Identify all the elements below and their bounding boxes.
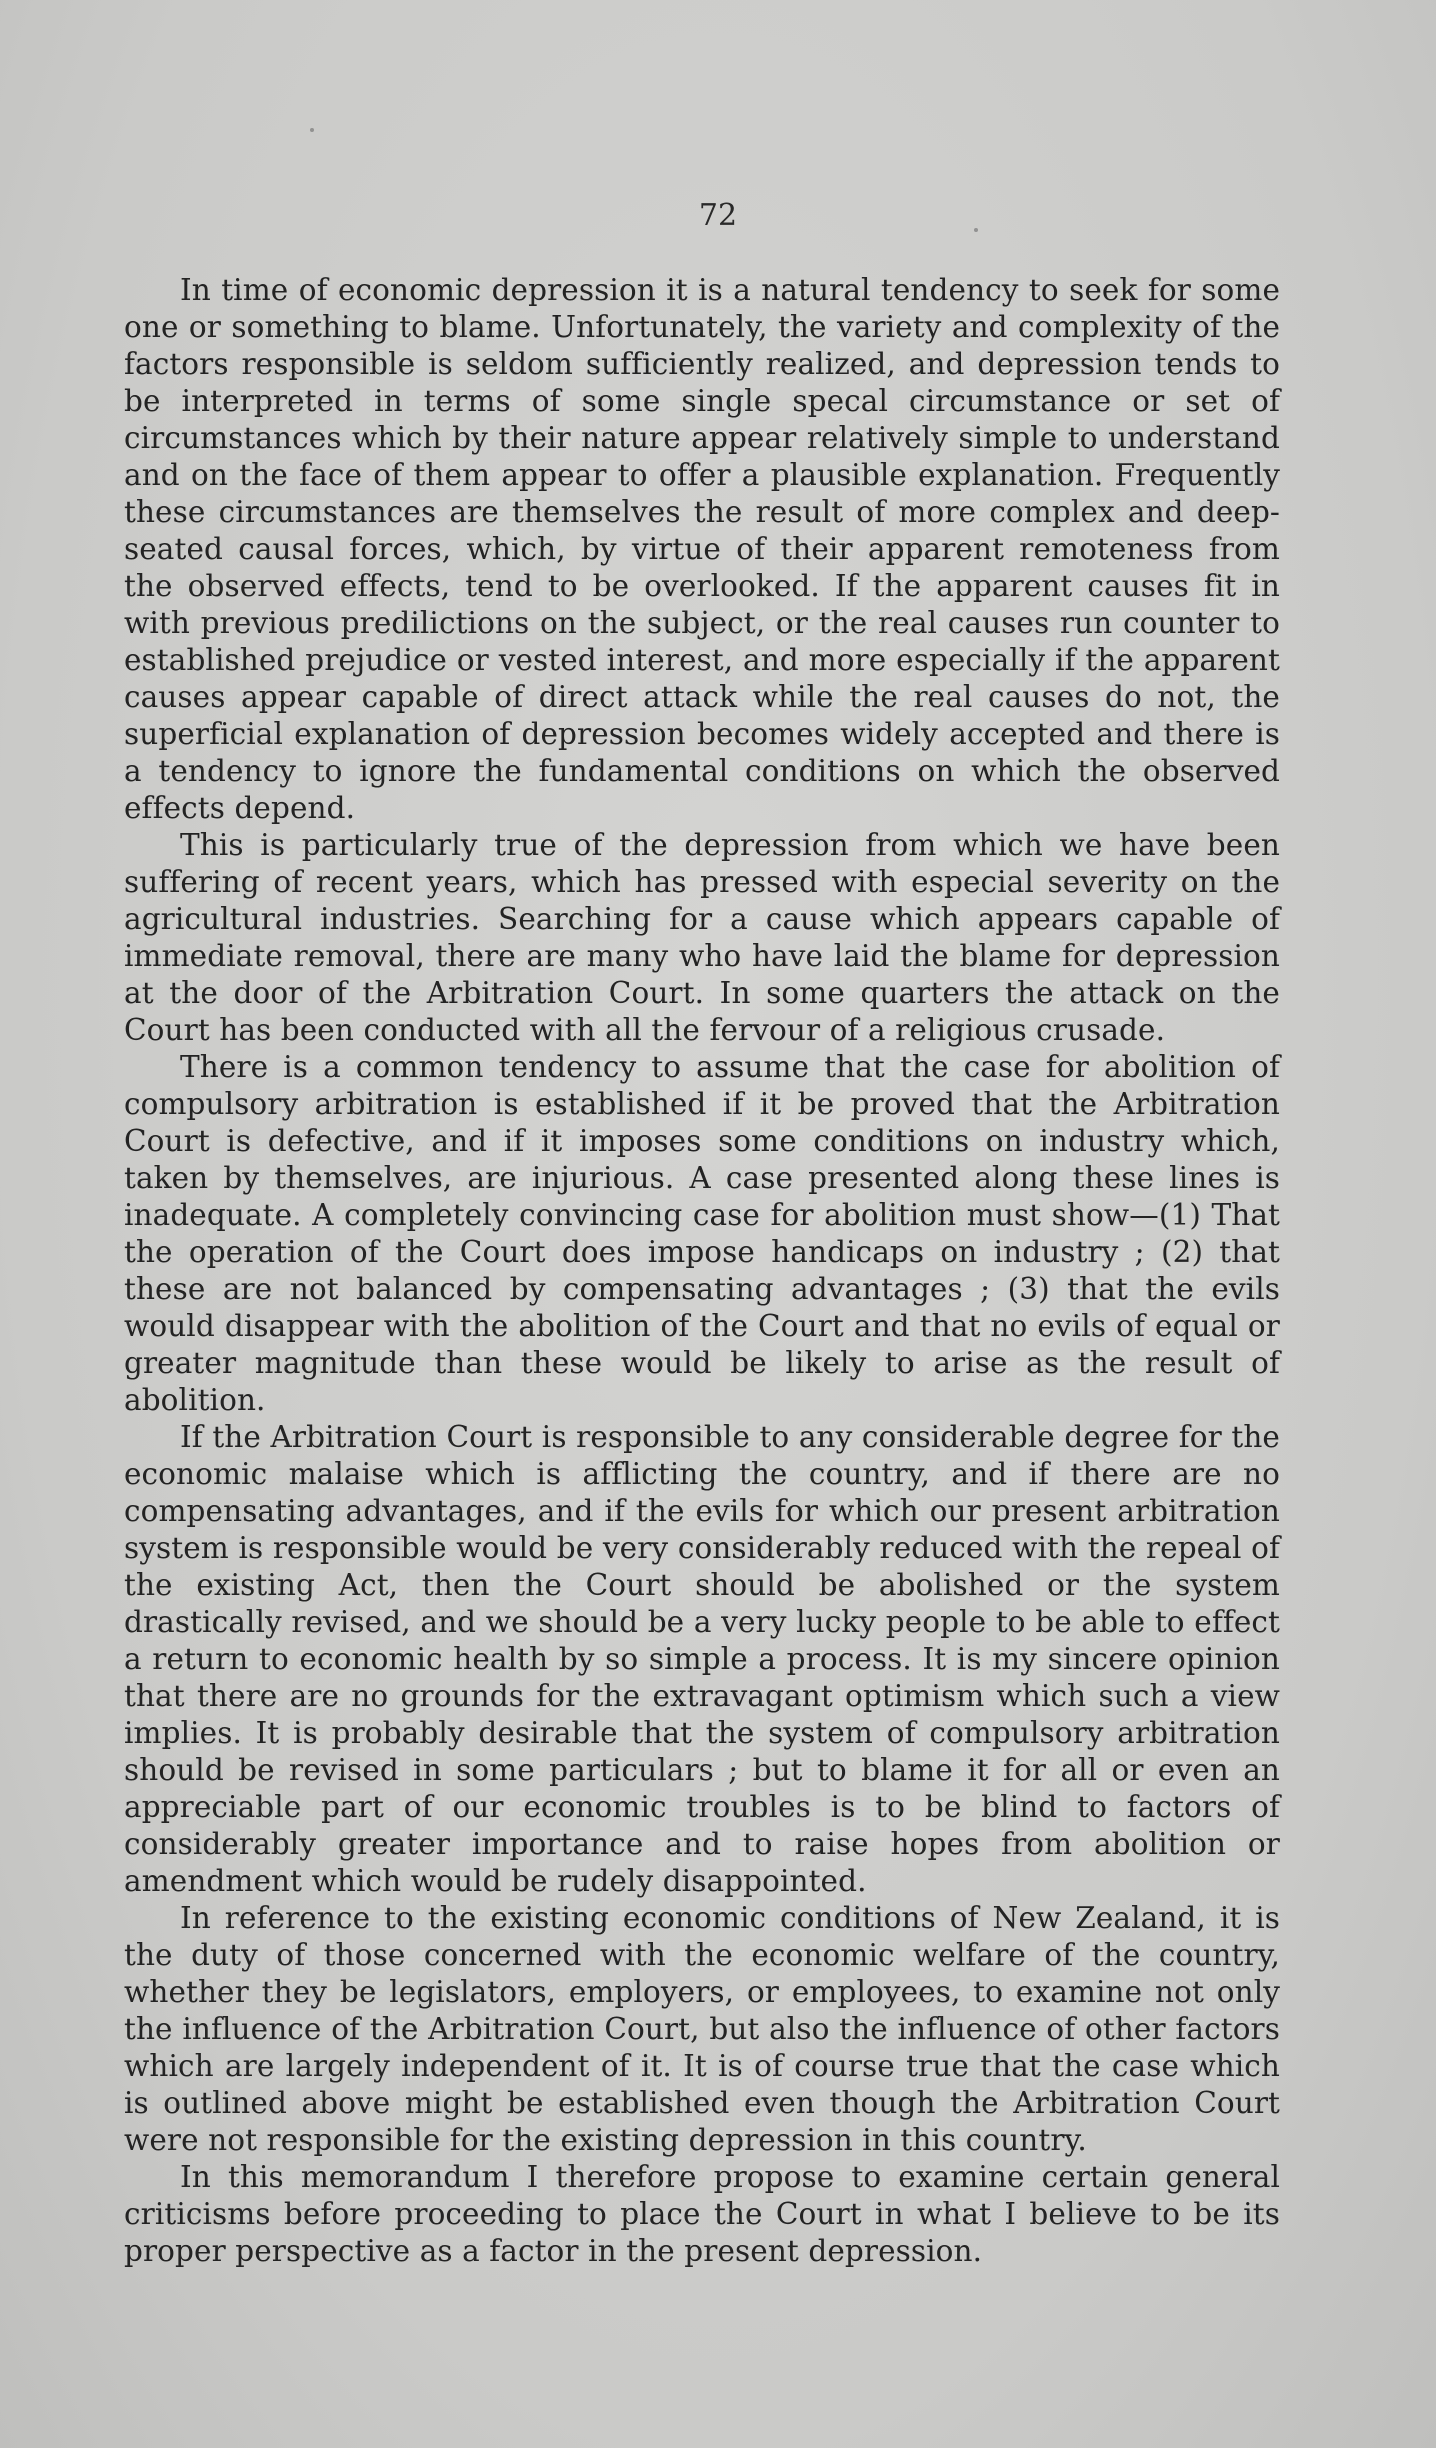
paragraph-3: There is a common tendency to assume that the case for abolition of compulsory arbitration is established if it be proved that the Arbitration Court is defective, and if it imposes some conditions on industry which, taken by themselves, are injurious. A case presented along these lines is inadequate. A completely convincing case for abolition must show—(1) That the operation of the Court does impose handicaps on industry ; (2) that these are not balanced by compensating advantages ; (3) that the evils would disappear with the abolition of the Court and that no evils of equal or greater magnitude than these would be likely to arise as the result of abolition. (124, 1050, 1280, 1417)
paragraph-6: In this memorandum I therefore propose to examine certain general criticisms before proceeding to place the Court in what I believe to be its proper perspective as a factor in the present depression. (124, 2160, 1280, 2268)
page-number: 72 (698, 198, 738, 233)
paper-speck (310, 128, 314, 132)
body-text (124, 272, 1280, 2270)
paragraph-1: In time of economic depression it is a natural tendency to seek for some one or something to blame. Unfortunately, the variety and complexity of the factors responsible is seldom sufficiently realized, and depression tends to be interpreted in terms of some single specal circumstance or set of circumstances which by their nature appear relatively simple to understand and on the face of them appear to offer a plausible explanation. Frequently these circumstances are themselves the result of more complex and deep-seated causal forces, which, by virtue of their apparent remoteness from the observed effects, tend to be overlooked. If the apparent causes fit in with previous predilictions on the subject, or the real causes run counter to established prejudice or vested interest, and more especially if the apparent causes appear capable of direct attack while the real causes do not, the superficial explanation of depression becomes widely accepted and there is a tendency to ignore the fundamental conditions on which the observed effects depend. (124, 273, 1280, 825)
paragraph-5: In reference to the existing economic conditions of New Zealand, it is the duty of those concerned with the economic welfare of the country, whether they be legislators, employers, or employees, to examine not only the influence of the Arbitration Court, but also the influence of other factors which are largely independent of it. It is of course true that the case which is outlined above might be established even though the Arbitration Court were not responsible for the existing depression in this country. (124, 1901, 1280, 2157)
paragraph-4: If the Arbitration Court is responsible to any considerable degree for the economic malaise which is afflicting the country, and if there are no compensating advantages, and if the evils for which our present arbitration system is responsible would be very considerably reduced with the repeal of the existing Act, then the Court should be abolished or the system drastically revised, and we should be a very lucky people to be able to effect a return to economic health by so simple a process. It is my sincere opinion that there are no grounds for the extravagant optimism which such a view implies. It is probably desirable that the system of compulsory arbitration should be revised in some particulars ; but to blame it for all or even an appreciable part of our economic troubles is to be blind to factors of considerably greater importance and to raise hopes from abolition or amendment which would be rudely disappointed. (124, 1420, 1280, 1898)
paragraph-2: This is particularly true of the depression from which we have been suffering of recent years, which has pressed with especial severity on the agricultural industries. Searching for a cause which appears capable of immediate removal, there are many who have laid the blame for depression at the door of the Arbitration Court. In some quarters the attack on the Court has been conducted with all the fervour of a religious crusade. (124, 828, 1280, 1047)
